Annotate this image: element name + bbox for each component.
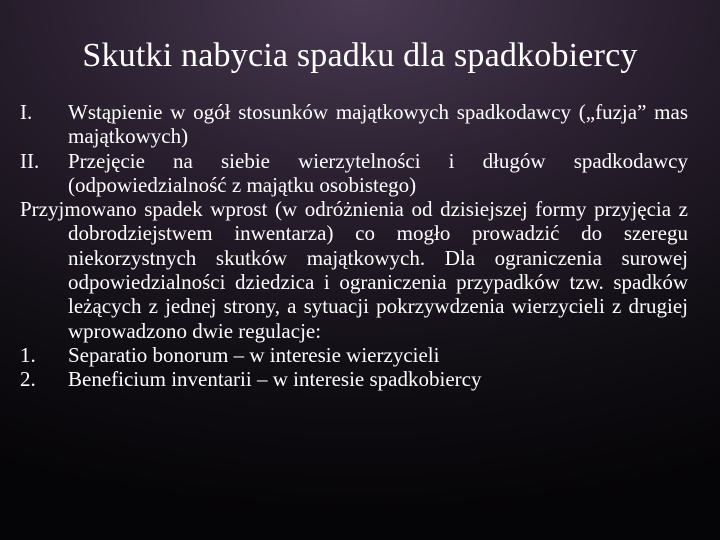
- list-item-text: Przejęcie na siebie wierzytelności i długów spadkodawcy (odpowiedzialność z majątku osobistego): [68, 148, 688, 197]
- list-item-text: Wstąpienie w ogół stosunków majątkowych spadkodawcy („fuzja” mas majątkowych): [68, 100, 688, 149]
- list-marker: 1.: [20, 342, 36, 367]
- list-item-text: Separatio bonorum – w interesie wierzycieli: [68, 342, 440, 367]
- list-marker: 2.: [20, 367, 36, 392]
- slide-title: Skutki nabycia spadku dla spadkobiercy: [82, 37, 638, 74]
- list-marker: II.: [20, 148, 40, 173]
- list-item-text: Beneficium inventarii – w interesie spadkobiercy: [68, 367, 482, 392]
- list-marker: I.: [20, 100, 33, 124]
- body-paragraph: Przyjmowano spadek wprost (w odróżnienia od dzisiejszej formy przyjęcia z dobrodziejstwem inwentarza) co mogło prowadzić do szeregu niekorzystnych skutków majątkowych. Dla ograniczenia surowej odpowiedzialności dziedzica i ograniczenia przypadków tzw. spadków leżących z jednej strony, a sytuacji pokrzywdzenia wierzycieli z drugiej wprowadzono dwie regulacje:: [20, 197, 688, 343]
- list-item-roman-2: [20, 149, 688, 198]
- list-item-numbered-1: [20, 343, 688, 367]
- list-item-numbered-2: [20, 367, 688, 391]
- list-item-roman-1: [20, 100, 688, 149]
- slide-content: [20, 100, 688, 392]
